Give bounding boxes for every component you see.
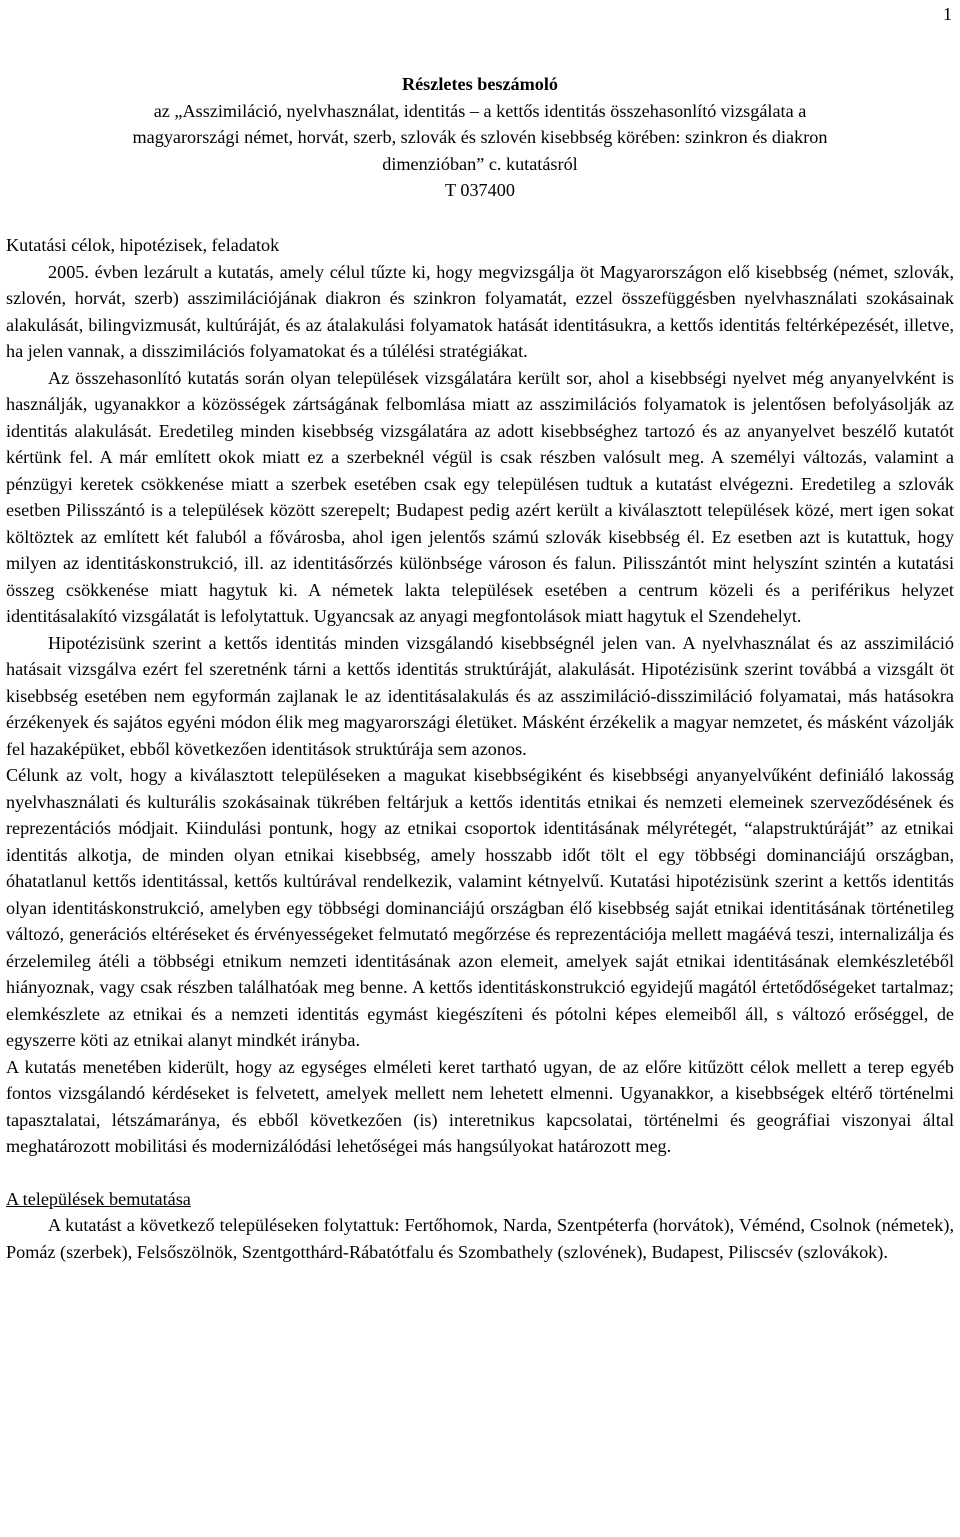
subtitle-line-2: magyarországi német, horvát, szerb, szlovák és szlovén kisebbség körében: szinkron és diakron	[132, 127, 828, 147]
paragraph-1: 2005. évben lezárult a kutatás, amely célul tűzte ki, hogy megvizsgálja öt Magyarországon elő kisebbség (német, szlovák, szlovén, horvát, szerb) asszimilációjának diakron és szinkron folyamatát, ezzel összefüggésben nyelvhasználati szokásainak alakulását, bilingvizmusát, kultúráját, és az átalakulási folyamatok hatását identitásukra, a kettős identitás feltérképezését, illetve, ha jelen vannak, a disszimilációs folyamatokat és a túlélési stratégiákat.	[6, 261, 954, 361]
paragraph-settlements: A kutatást a következő településeken folytattuk: Fertőhomok, Narda, Szentpéterfa (horvátok), Véménd, Csolnok (németek), Pomáz (szerbek), Felsőszölnök, Szentgotthárd-Rábatótfalu és Szombathely (szlovének), Budapest, Piliscsév (szlovákok).	[6, 1215, 954, 1262]
section-heading-settlements: A települések bemutatása	[6, 1188, 191, 1209]
project-code: T 037400	[445, 180, 515, 200]
paragraph-5: A kutatás menetében kiderült, hogy az egységes elméleti keret tartható ugyan, de az előre kitűzött célok mellett a terep egyéb fontos vizsgálandó kérdéseket is felvetett, amelyek mellett nem lehetett elmenni. Ugyanakkor, a kisebbségek eltérő történelmi tapasztalatai, létszámaránya, és ebből következően (is) interetnikus kapcsolatai, történelmi és geográfiai viszonyai által meghatározott mobilitási és modernizálódási lehetőségei más hangsúlyokat határozott meg.	[6, 1056, 954, 1156]
document-body	[6, 232, 954, 1265]
report-title: Részletes beszámoló	[401, 74, 559, 94]
paragraph-2: Az összehasonlító kutatás során olyan települések vizsgálatára került sor, ahol a kisebbségi nyelvet még anyanyelvként is használják, ugyanakkor a közösségek zártságának felbomlása miatt az asszimilációs folyamatok is jelentősen befolyásolják az identitás alakulását. Eredetileg minden kisebbség vizsgálatára az adott kisebbséghez tartozó és az anyanyelvet beszélő kutatót kértünk fel. A már említett okok miatt ez a szerbeknél végül is csak részben valósult meg. A személyi változás, valamint a pénzügyi keretek csökkenése miatt a szerbek esetében csak egy településen tudtuk a kutatást elvégezni. Eredetileg a szlovák esetben Pilisszántó is a települések között szerepelt; Budapest pedig azért került a kiválasztott települések közé, mert igen sokat költöztek az említett két faluból a fővárosba, ahol igen jelentős számú szlovák kisebbség él. Ez esetben azt is kutattuk, hogy milyen az identitáskonstrukció, ill. az identitásőrzés különbsége városon és falun. Pilisszántót mint helyszínt szintén a kutatási összeg csökkenése miatt hagytuk ki. A németek lakta települések esetében a centrum közeli és a periférikus helyzet identitásalakító vizsgálatát is lefolytattuk. Ugyancsak az anyagi megfontolások miatt hagytuk el Szendehelyt.	[6, 367, 954, 626]
paragraph-3: Hipotézisünk szerint a kettős identitás minden vizsgálandó kisebbségnél jelen van. A nyelvhasználat és az asszimiláció hatásait vizsgálva ezért fel szeretnénk tárni a kettős identitás struktúráját, alakulását. Hipotézisünk szerint továbbá a vizsgált öt kisebbség esetében nem egyformán zajlanak le az identitásalakulás és az asszimiláció-disszimiláció folyamatai, más hatásokra érzékenyek és sajátos egyéni módon élik meg magyarországi életüket. Másként érzékelik a magyar nemzetet, és másként vázolják fel hazaképüket, ebből következően identitások struktúrája sem azonos.	[6, 632, 954, 759]
report-header	[0, 71, 960, 204]
subtitle-line-1: az „Asszimiláció, nyelvhasználat, identitás – a kettős identitás összehasonlító vizsgálata a	[153, 100, 807, 121]
section-heading-goals: Kutatási célok, hipotézisek, feladatok	[6, 235, 280, 255]
page-number: 1	[943, 4, 952, 24]
subtitle-line-3: dimenzióban” c. kutatásról	[382, 153, 578, 174]
paragraph-4: Célunk az volt, hogy a kiválasztott településeken a magukat kisebbségiként és kisebbségi anyanyelvűként definiáló lakosság nyelvhasználati és kulturális szokásainak tükrében feltárjuk a kettős identitás etnikai és nemzeti elemeinek szerveződésének és reprezentációs módjait. Kiindulási pontunk, hogy az etnikai csoportok identitásának mélyrétegét, “alapstruktúráját” az etnikai identitás alkotja, de minden olyan etnikai kisebbség, amely hosszabb időt tölt el egy többségi dominanciájú országban, óhatatlanul kettős identitással, kettős kultúrával rendelkezik, valamint kétnyelvű. Kutatási hipotézisünk szerint a kettős identitás olyan identitáskonstrukció, amelyben egy többségi dominanciájú országban élő kisebbség saját etnikai identitásának történetileg változó, generációs eltéréseket és érvényességeket felmutató megőrzése és reprezentációja mellett magáévá teszi, internalizálja és érzelemileg átéli a többségi etnikum nemzeti identitásának azon elemeit, amelyek saját etnikai identitásának elemkészletéből hiányoznak, vagy csak részben találhatóak meg benne. A kettős identitáskonstrukció egyidejű magától értetődőségeket tartalmaz; elemkészlete az etnikai és a nemzeti identitás egymást kiegészíteni és pótolni képes elemeiből áll, s változó erőséggel, de egyszerre köti az etnikai alanyt mindkét irányba.	[6, 765, 954, 1050]
